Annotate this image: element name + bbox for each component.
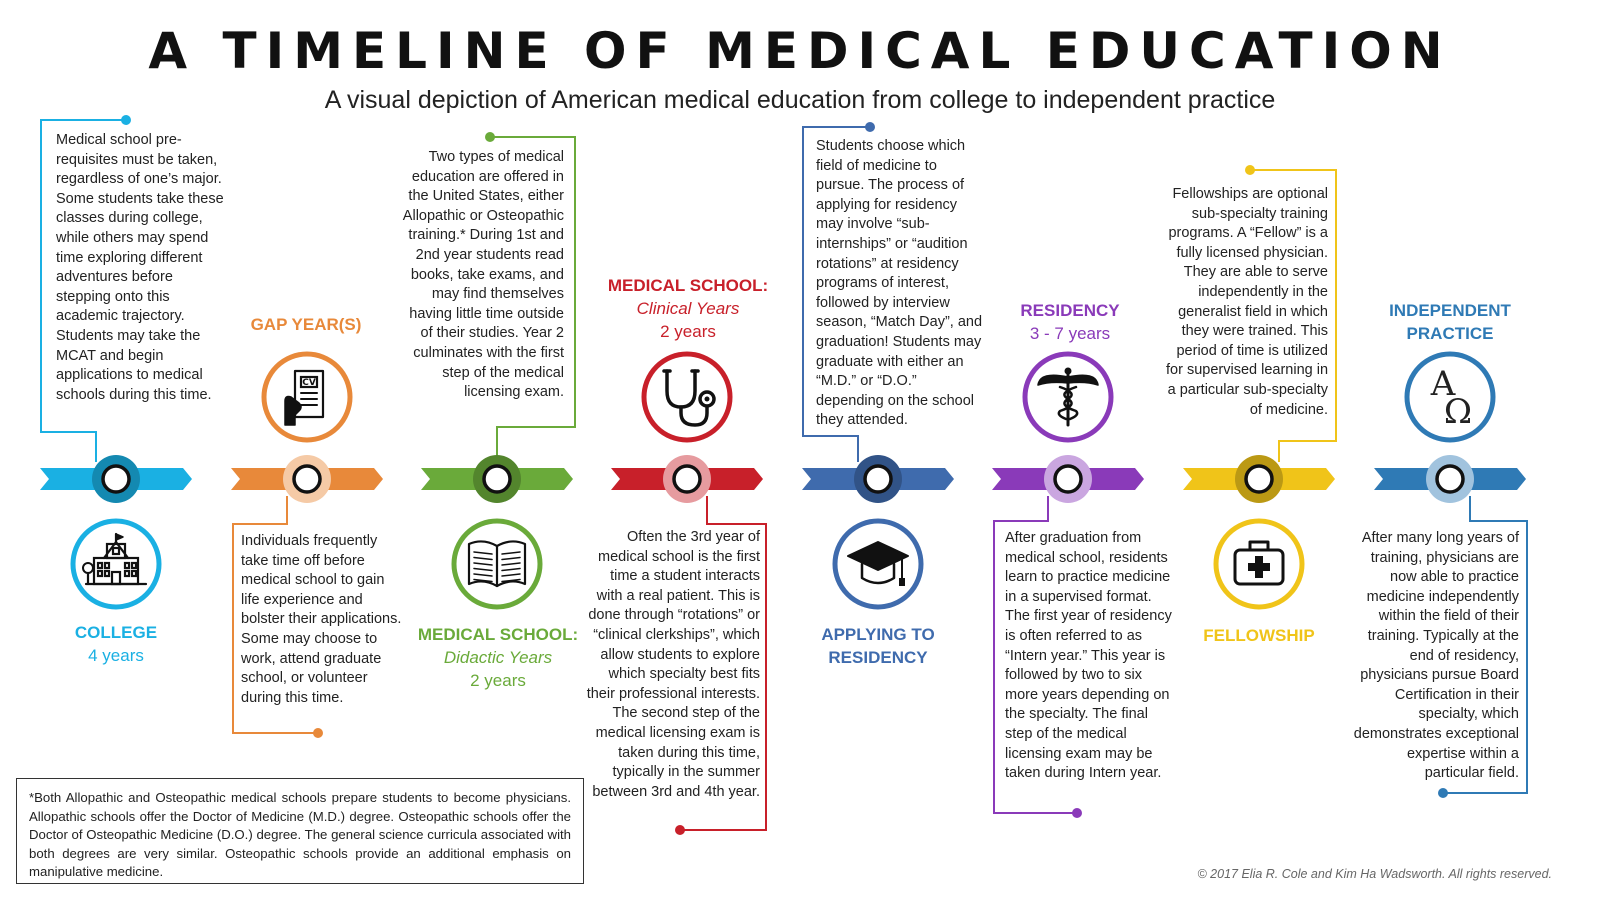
page-title: A TIMELINE OF MEDICAL EDUCATION [148, 22, 1452, 80]
clinical-label [598, 274, 778, 343]
fellowship-label [1179, 624, 1339, 647]
school-building-icon [73, 521, 159, 607]
didactic-label-title: MEDICAL SCHOOL: [417, 625, 579, 644]
independent-label [1370, 299, 1530, 345]
college-label-title: COLLEGE [74, 623, 158, 642]
independent-connector-dot [1438, 788, 1448, 798]
page-subtitle: A visual depiction of American medical education from college to independent practice [324, 86, 1276, 114]
applying-label [798, 623, 958, 669]
applying-connector-dot [865, 122, 875, 132]
didactic-label [408, 623, 588, 692]
independent-description: After many long years of training, physicians are now able to practice medicine independently within the field of their training. Typically at the end of residency, physicians pursue Board Certification in their specialty, which demonstrates exceptional expertise within a particular field. [1353, 530, 1519, 782]
copyright-notice: © 2017 Elia R. Cole and Kim Ha Wadsworth. All rights reserved. [1197, 867, 1552, 881]
college-description: Medical school pre-requisites must be taken, regardless of one’s major. Some students take these classes during college, while others may spend time exploring different adventures before stepping onto this academic trajectory. Students may take the MCAT and begin applications to medical schools during this time. [56, 132, 224, 403]
residency-node-center [1055, 466, 1081, 492]
didactic-connector-dot [485, 132, 495, 142]
clinical-label-subtitle: Clinical Years [636, 299, 740, 318]
clinical-label-duration: 2 years [660, 322, 716, 341]
independent-node-center [1437, 466, 1463, 492]
fellowship-node-center [1246, 466, 1272, 492]
svg-text:Α: Α [1430, 364, 1456, 404]
alpha-omega-icon [1407, 354, 1493, 440]
footnote-box: *Both Allopathic and Osteopathic medical schools prepare students to become physicians. Allopathic schools offer the Doctor of Medicine (M.D.) degree. Osteopathic schools offer the Doctor of Osteopathic Medicine (D.O.) degree. The general science curricula associated with both degrees are very similar. Osteopathic schools provide an additional emphasis on manipulative medicine. [16, 778, 584, 884]
gap-years-node-center [294, 466, 320, 492]
applying-label-line2: RESIDENCY [828, 648, 928, 667]
applying-node-center [865, 466, 891, 492]
residency-label-duration: 3 - 7 years [1029, 324, 1111, 343]
applying-label-line1: APPLYING TO [821, 625, 935, 644]
clinical-icon-ring [644, 354, 730, 440]
residency-connector-dot [1072, 808, 1082, 818]
didactic-description: Two types of medical education are offered in the United States, either Allopathic or Osteopathic training.* During 1st and 2nd year students read books, take exams, and may find themselves having little time outside of their studies. Year 2 culminates with the first step of the medical licensing exam. [402, 149, 564, 401]
graduation-cap-icon [835, 521, 921, 607]
college-label-duration: 4 years [88, 646, 144, 665]
clinical-connector-dot [675, 825, 685, 835]
svg-text:Ω: Ω [1443, 392, 1473, 432]
college-node-center [103, 466, 129, 492]
svg-text:CV: CV [302, 378, 316, 388]
clinical-label-title: MEDICAL SCHOOL: [607, 276, 769, 295]
medical-kit-icon [1216, 521, 1302, 607]
clinical-node-center [674, 466, 700, 492]
gap-years-label-title: GAP YEAR(S) [250, 315, 362, 334]
caduceus-icon [1025, 354, 1111, 440]
applying-description: Students choose which field of medicine to pursue. The process of applying for residency may involve “sub-internships” or “audition rotations” at residency programs of interest, followed by interview season, “Match Day”, and graduation! Students may graduate with either an “M.D.” or “D.O.” depending on the school they attended. [816, 138, 983, 429]
residency-description: After graduation from medical school, residents learn to practice medicine in a supervised format. The first year of residency is often referred to as “Intern year.” This year is followed by two to six more years depending on the specialty. The final step of the medical licensing exam may be taken during Intern year. [1005, 530, 1172, 782]
college-label [36, 621, 196, 667]
stethoscope-icon [644, 354, 730, 440]
gap-years-icon-ring [264, 354, 350, 440]
fellowship-label-title: FELLOWSHIP [1203, 626, 1315, 645]
residency-label [990, 299, 1150, 345]
independent-label-line1: INDEPENDENT [1389, 301, 1511, 320]
fellowship-connector-dot [1245, 165, 1255, 175]
residency-label-title: RESIDENCY [1020, 301, 1120, 320]
didactic-label-duration: 2 years [470, 671, 526, 690]
open-book-icon [454, 521, 540, 607]
college-connector-dot [121, 115, 131, 125]
independent-label-line2: PRACTICE [1406, 324, 1494, 343]
clinical-description: Often the 3rd year of medical school is the first time a student interacts with a real patient. This is done through “rotations” or “clinical clerkships”, which allow students to explore which specialty best fits their professional interests. The second step of the medical licensing exam is taken during this time, typically in the summer between 3rd and 4th year. [586, 529, 760, 800]
didactic-label-subtitle: Didactic Years [443, 648, 553, 667]
gap-years-description: Individuals frequently take time off before medical school to gain life experience and bolster their applications. Some may choose to work, attend graduate school, or volunteer during this time. [241, 533, 402, 706]
fellowship-description: Fellowships are optional sub-specialty training programs. A “Fellow” is a fully licensed physician. They are able to serve independently in the generalist field in which they were trained. This period of time is utilized for supervised learning in a particular sub-specialty of medicine. [1166, 186, 1329, 418]
gap-years-connector-dot [313, 728, 323, 738]
cv-document-icon [264, 354, 350, 440]
gap-years-label [226, 313, 386, 336]
didactic-node-center [484, 466, 510, 492]
